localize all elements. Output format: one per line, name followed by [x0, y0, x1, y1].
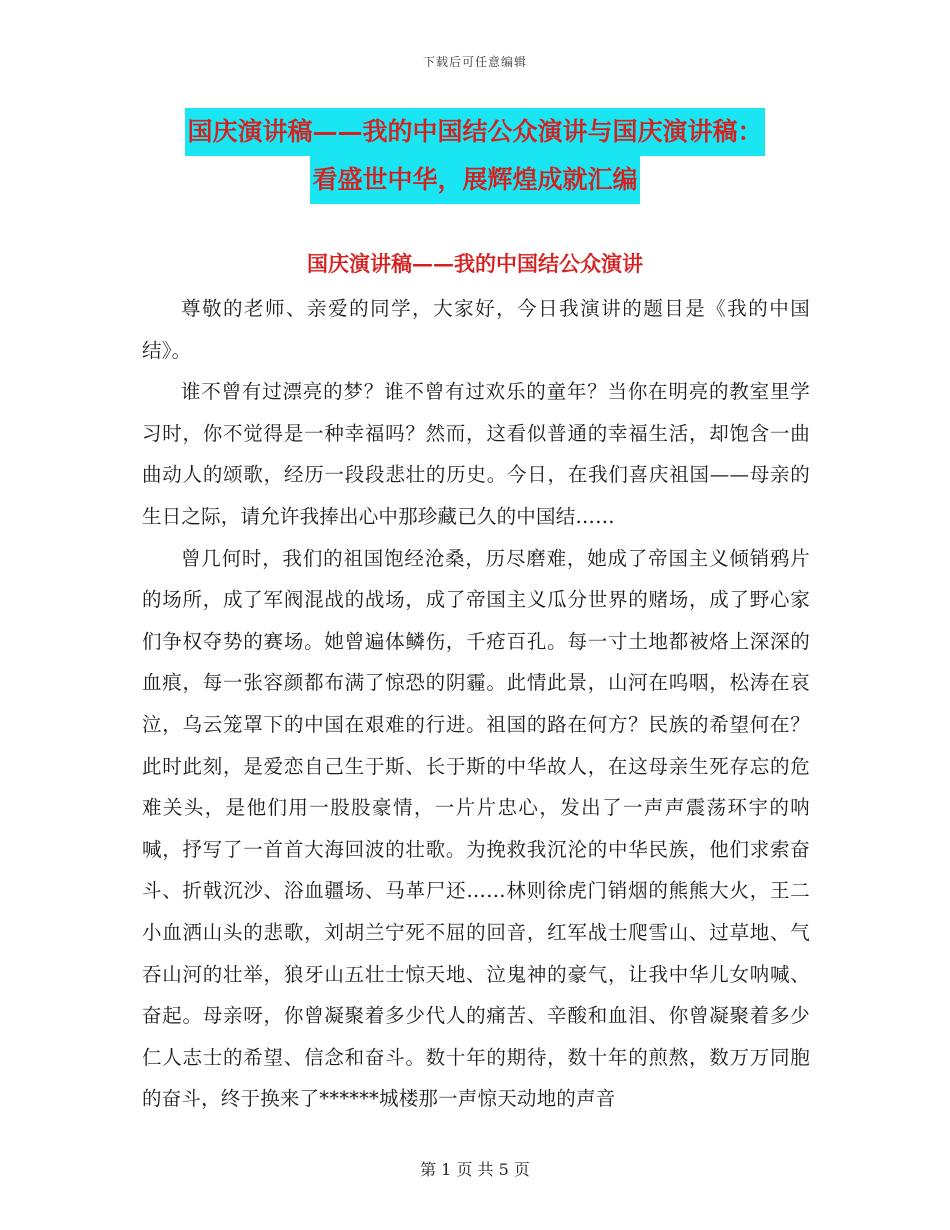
paragraph: 曾几何时，我们的祖国饱经沧桑，历尽磨难，她成了帝国主义倾销鸦片的场所，成了军阀混战的战场，成了帝国主义瓜分世界的赌场，成了野心家们争权夺势的赛场。她曾遍体鳞伤，千疮百孔。每一寸土地都被烙上深深的血痕，每一张容颜都布满了惊恐的阴霾。此情此景，山河在呜咽，松涛在哀泣，乌云笼罩下的中国在艰难的行进。祖国的路在何方？民族的希望何在？此时此刻，是爱恋自己生于斯、长于斯的中华故人，在这母亲生死存忘的危难关头，是他们用一股股豪情，一片片忠心，发出了一声声震荡环宇的呐喊，抒写了一首首大海回波的壮歌。为挽救我沉沦的中华民族，他们求索奋斗、折戟沉沙、浴血疆场、马革尸还……林则徐虎门销烟的熊熊大火，王二小血洒山头的悲歌，刘胡兰宁死不屈的回音，红军战士爬雪山、过草地、气吞山河的壮举，狼牙山五壮士惊天地、泣鬼神的豪气，让我中华儿女呐喊、奋起。母亲呀，你曾凝聚着多少代人的痛苦、辛酸和血泪、你曾凝聚着多少仁人志士的希望、信念和奋斗。数十年的期待，数十年的煎熬，数万万同胞的奋斗，终于换来了******城楼那一声惊天动地的声音 [142, 546, 810, 1111]
document-title [0, 108, 950, 204]
title-line-1: 国庆演讲稿——我的中国结公众演讲与国庆演讲稿： [185, 108, 764, 156]
paragraph: 尊敬的老师、亲爱的同学，大家好，今日我演讲的题目是《我的中国结》。 [142, 297, 810, 362]
body-text [142, 288, 810, 1120]
page-footer: 第 1 页 共 5 页 [420, 1160, 530, 1179]
header-note: 下载后可任意编辑 [422, 55, 527, 69]
title-line-2: 看盛世中华，展辉煌成就汇编 [310, 156, 639, 204]
section-title: 国庆演讲稿——我的中国结公众演讲 [307, 251, 643, 276]
paragraph: 谁不曾有过漂亮的梦？谁不曾有过欢乐的童年？当你在明亮的教室里学习时，你不觉得是一种幸福吗？然而，这看似普通的幸福生活，却饱含一曲曲动人的颂歌，经历一段段悲壮的历史。今日，在我们喜庆祖国——母亲的生日之际，请允许我捧出心中那珍藏已久的中国结…… [142, 380, 810, 528]
